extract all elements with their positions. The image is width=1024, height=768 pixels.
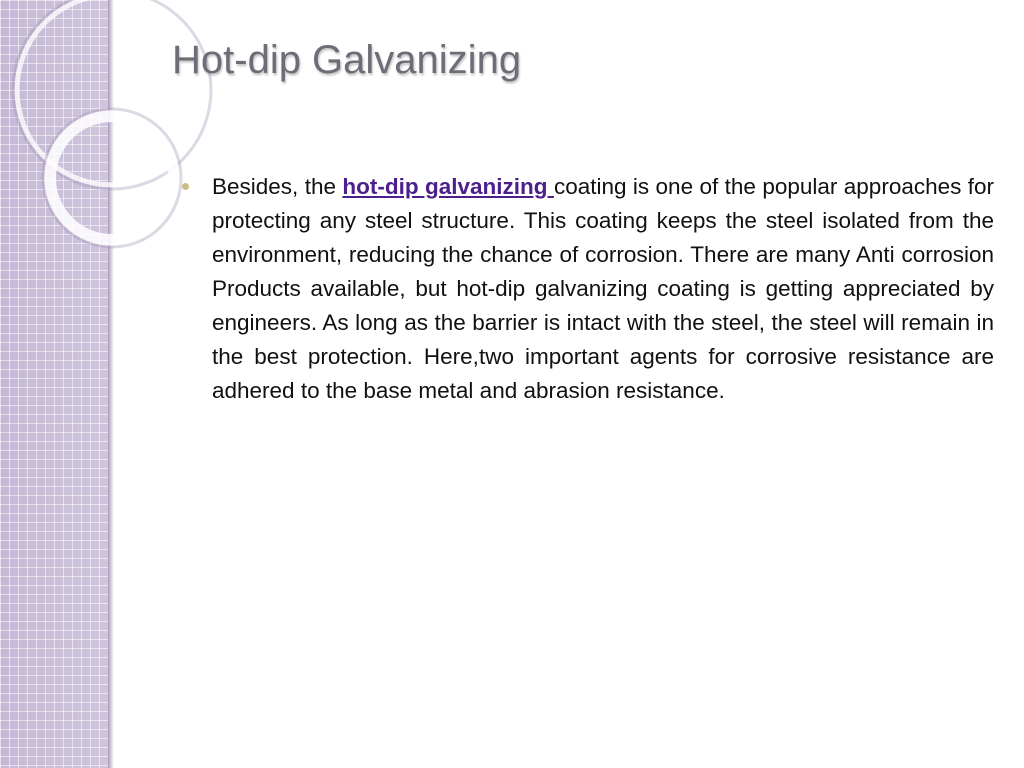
text-after-link: coating is one of the popular approaches for protecting any steel structure. This coating keeps the steel isolated from the environment, reducing the chance of corrosion. There are many Anti corrosion Products available, but hot-dip galvanizing coating is getting appreciated by engineers. As long as the barrier is intact with the steel, the steel will remain in the best protection. Here,two important agents for corrosive resistance are adhered to the base metal and abrasion resistance. — [212, 174, 995, 403]
content-area — [182, 170, 994, 408]
decorative-rings — [0, 0, 140, 260]
bullet-paragraph — [212, 170, 994, 408]
text-before-link: Besides, the — [212, 174, 343, 199]
hot-dip-galvanizing-link[interactable]: hot-dip galvanizing — [342, 174, 554, 199]
slide-title: Hot-dip Galvanizing — [172, 38, 522, 82]
bullet-item — [182, 170, 994, 408]
bullet-dot-icon — [182, 183, 189, 190]
